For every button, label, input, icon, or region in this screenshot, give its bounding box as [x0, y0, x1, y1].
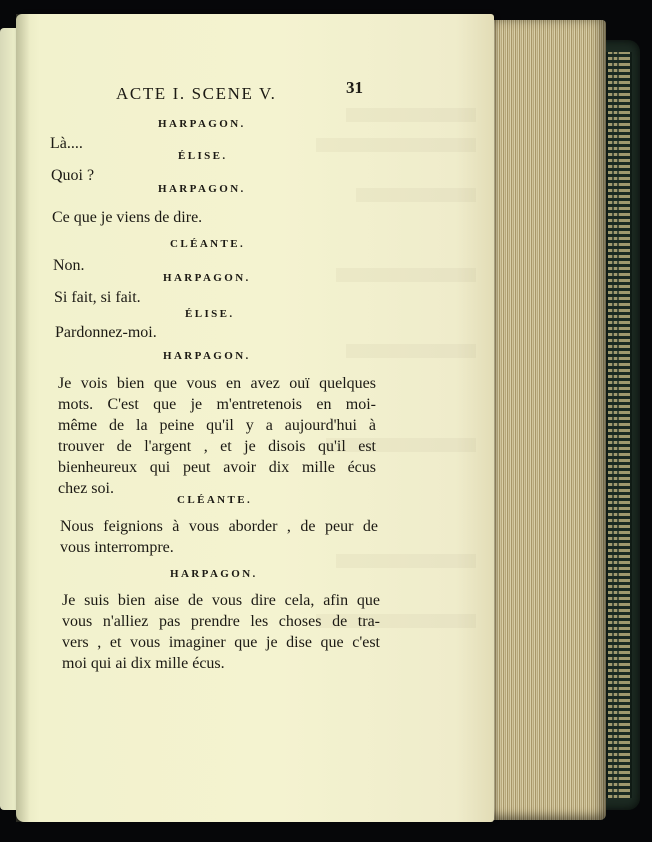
dialogue-line: bienheureux qui peut avoir dix mille écus	[58, 459, 376, 476]
dialogue-paragraph	[62, 590, 380, 674]
speaker-name: HARPAGON.	[163, 272, 251, 284]
speaker-name: ÉLISE.	[185, 308, 235, 320]
speaker-name: HARPAGON.	[158, 183, 246, 195]
dialogue-line: vous interrompre.	[60, 539, 174, 556]
dialogue-line: mots. C'est que je m'entretenois en moi-	[58, 396, 376, 413]
dialogue-paragraph	[60, 516, 378, 558]
dialogue-paragraph	[58, 373, 376, 499]
speaker-name: CLÉANTE.	[177, 494, 253, 506]
binding-ornament-detail	[612, 52, 622, 798]
page-block-edge	[480, 20, 606, 820]
dialogue-line: vous n'alliez pas prendre les choses de tra-	[62, 613, 380, 630]
speaker-name: CLÉANTE.	[170, 238, 246, 250]
dialogue-line: Nous feignions à vous aborder , de peur de	[60, 518, 378, 535]
dialogue-line: trouver de l'argent , et je disois qu'il est	[58, 438, 376, 455]
speaker-name: ÉLISE.	[178, 150, 228, 162]
dialogue-line: Si fait, si fait.	[54, 289, 141, 306]
speaker-name: HARPAGON.	[170, 568, 258, 580]
dialogue-line: chez soi.	[58, 480, 114, 497]
dialogue-line: Là....	[50, 135, 83, 152]
page-gutter-shadow	[16, 14, 30, 822]
page-number: 31	[346, 78, 363, 97]
dialogue-line: Non.	[53, 257, 85, 274]
speaker-name: HARPAGON.	[158, 118, 246, 130]
dialogue-line: même de la peine qu'il y a aujourd'hui à	[58, 417, 376, 434]
dialogue-line: Je suis bien aise de vous dire cela, afin que	[62, 592, 380, 609]
running-head: ACTE I. SCENE V.	[116, 84, 277, 103]
dialogue-line: Ce que je viens de dire.	[52, 209, 203, 226]
dialogue-line: Quoi ?	[51, 167, 95, 184]
speaker-name: HARPAGON.	[163, 350, 251, 362]
dialogue-line: Je vois bien que vous en avez ouï quelques	[58, 375, 376, 392]
dialogue-line: moi qui ai dix mille écus.	[62, 655, 225, 672]
dialogue-line: Pardonnez-moi.	[55, 324, 157, 341]
dialogue-line: vers , et vous imaginer que je dise que c'est	[62, 634, 380, 651]
